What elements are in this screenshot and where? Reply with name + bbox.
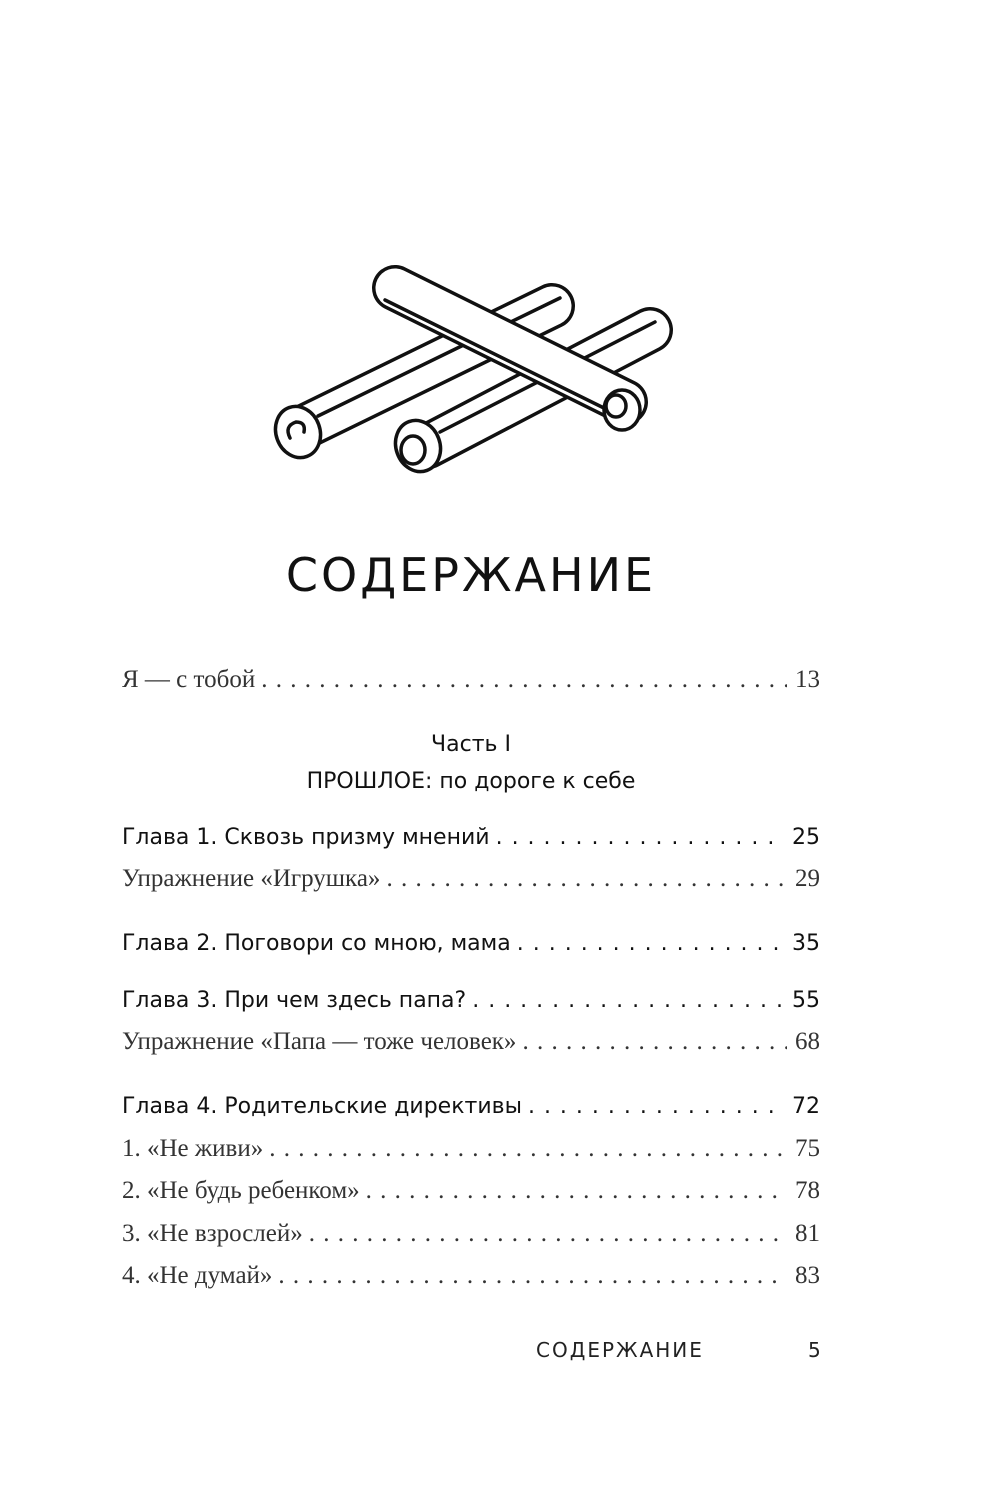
toc-entry-page: 13 [795, 666, 820, 693]
toc-entry-page: 55 [792, 988, 820, 1013]
dot-leader [309, 1220, 787, 1248]
toc-entry[interactable] [122, 825, 820, 850]
cinnamon-sticks-illustration [0, 0, 1000, 520]
dot-leader [496, 825, 784, 850]
page-title: СОДЕРЖАНИЕ [285, 548, 657, 602]
toc-entry[interactable] [122, 1094, 820, 1119]
dot-leader [517, 931, 784, 956]
dot-leader [269, 1135, 787, 1163]
toc-entry-label: Я — с тобой [122, 666, 256, 693]
dot-leader [472, 988, 784, 1013]
dot-leader [278, 1262, 787, 1290]
toc-entry-intro[interactable] [122, 666, 820, 694]
toc-entry[interactable] [122, 1135, 820, 1163]
toc-entry-page: 35 [792, 931, 820, 956]
page-number: 5 [808, 1338, 821, 1362]
toc-entry-label: 3. «Не взрослей» [122, 1220, 303, 1247]
toc-entry[interactable] [122, 1262, 820, 1290]
dot-leader [386, 865, 787, 893]
dot-leader [528, 1094, 784, 1119]
toc-entry-label: Глава 1. Сквозь призму мнений [122, 825, 490, 850]
toc-entry-page: 68 [795, 1028, 820, 1055]
toc-entry-page: 78 [795, 1177, 820, 1204]
toc-entry-label: Глава 4. Родительские директивы [122, 1094, 522, 1119]
toc-entry[interactable] [122, 988, 820, 1013]
toc-entry[interactable] [122, 1220, 820, 1248]
toc-entry[interactable] [122, 931, 820, 956]
toc-entry-label: Упражнение «Папа — тоже человек» [122, 1028, 517, 1055]
toc-entry-page: 29 [795, 865, 820, 892]
toc-entry-label: 1. «Не живи» [122, 1135, 264, 1162]
dot-leader [522, 1028, 787, 1056]
toc-entry-label: 2. «Не будь ребенком» [122, 1177, 360, 1204]
toc-entry[interactable] [122, 1028, 820, 1056]
toc-entry-label: Глава 2. Поговори со мною, мама [122, 931, 511, 956]
toc-entry[interactable] [122, 1177, 820, 1205]
toc-entry-page: 25 [792, 825, 820, 850]
toc-entry-page: 81 [795, 1220, 820, 1247]
part-number: Часть I [431, 732, 511, 757]
running-title: СОДЕРЖАНИЕ [536, 1338, 704, 1362]
part-name: ПРОШЛОЕ: по дороге к себе [306, 769, 636, 794]
toc-entry-page: 72 [792, 1094, 820, 1119]
toc-entry[interactable] [122, 865, 820, 893]
toc-entry-page: 75 [795, 1135, 820, 1162]
toc-entry-label: Глава 3. При чем здесь папа? [122, 988, 467, 1013]
dot-leader [261, 666, 787, 694]
toc-entry-label: Упражнение «Игрушка» [122, 865, 381, 892]
toc-entry-page: 83 [795, 1262, 820, 1289]
toc-entry-label: 4. «Не думай» [122, 1262, 273, 1289]
dot-leader [366, 1177, 787, 1205]
